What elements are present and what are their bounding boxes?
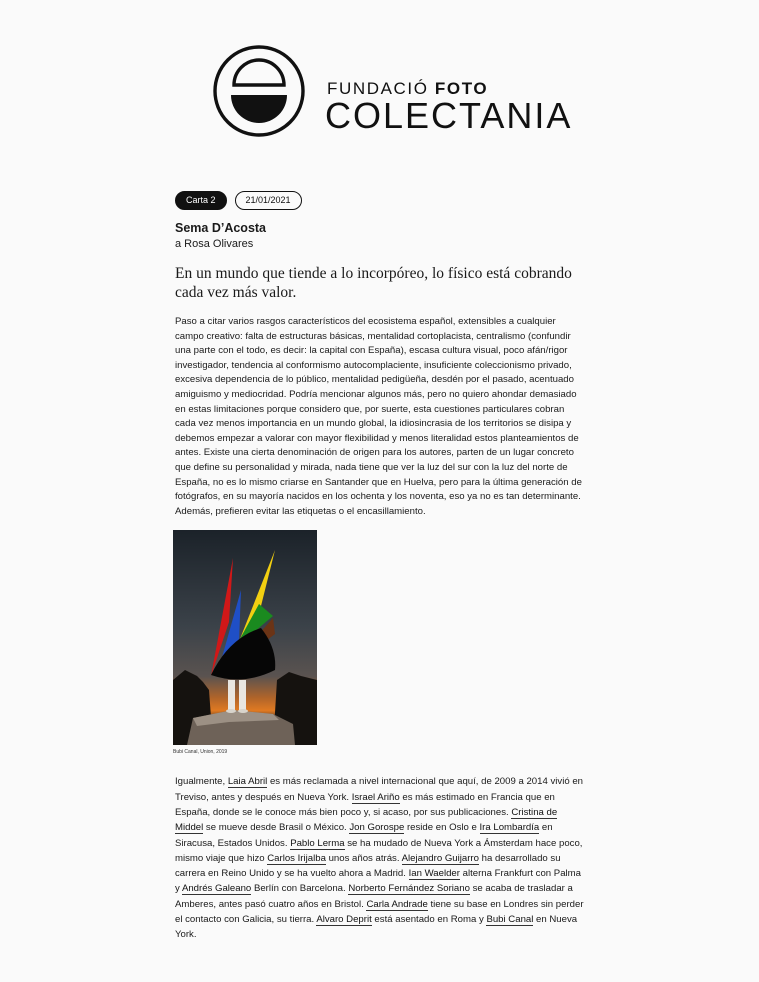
paragraph-text-run: alterna Frankfurt con Palma y xyxy=(175,868,581,895)
photographer-link[interactable]: Carla Andrade xyxy=(366,898,428,910)
author-name: Sema D’Acosta xyxy=(175,221,267,235)
photographer-link[interactable]: Norberto Fernández Soriano xyxy=(348,883,470,895)
foundation-logo[interactable] xyxy=(212,44,573,138)
paragraph-text-run: se acaba de trasladar a Amberes, antes pasó cuatro años en Bristol. xyxy=(175,883,573,910)
paragraph-text-run: unos años atrás. xyxy=(325,852,402,864)
paragraph-text-run: Berlín con Barcelona. xyxy=(251,883,349,895)
paragraph-text-run: se mueve desde Brasil o México. xyxy=(203,822,350,834)
lead-paragraph: En un mundo que tiende a lo incorpóreo, lo físico está cobrando cada vez más valor. xyxy=(175,265,572,301)
artwork-photo xyxy=(173,530,317,745)
photographer-link[interactable]: Laia Abril xyxy=(227,776,268,788)
article-tags xyxy=(175,191,587,210)
paragraph-text-run: es más reclamada a nivel internacional que aquí, de 2009 a 2014 vivió en Treviso, antes y después en Nueva York. xyxy=(175,776,584,803)
article xyxy=(175,191,587,943)
logo-circle-icon xyxy=(212,44,306,138)
letter-number-badge[interactable]: Carta 2 xyxy=(175,191,227,210)
logo-title-line2: COLECTANIA xyxy=(325,95,573,136)
logo-title-line1: FUNDACIÓ FOTO xyxy=(327,79,489,98)
photographer-link[interactable]: Alvaro Deprit xyxy=(316,913,372,925)
paragraph-text-run: Igualmente, xyxy=(175,776,228,788)
photographer-link[interactable]: Carlos Irijalba xyxy=(267,852,326,864)
photographer-link[interactable]: Pablo Lerma xyxy=(290,837,345,849)
paragraph-text-run: tiene su base en Londres sin perder el contacto con Galicia, su tierra. xyxy=(175,898,584,925)
paragraph-text-run: es más estimado en Francia que en España, donde se le conoce más bien poco y, si acaso, por sus publicaciones. xyxy=(175,791,555,818)
body-paragraph-1: Paso a citar varios rasgos característicos del ecosistema español, extensibles a cualquier campo creativo: falta de estructuras básicas, mentalidad cortoplacista, centralismo (confundir una parte con el todo, es decir: la capital con España), escasa cultura visual, poco afán/rigor investigador, tendencia al conformismo autocomplaciente, insuficiente coleccionismo privado, excesiva dependencia de lo público, mentalidad pedigüeña, desdén por el pasado, acentuado amiguismo y mediocridad. Podría mencionar algunos más, pero no quiero ahondar demasiado en estas limitaciones porque considero que, por suerte, esta cuestiones particulares cobran cada vez menos importancia en un mundo global, la idiosincrasia de los territorios se disipa y debemos empezar a valorar con mayor flexibilidad y menos literalidad estos planteamientos de antes. Existe una cierta denominación de origen para los autores, parten de un lugar concreto que define su personalidad y mirada, nada tiene que ver la luz del sur con la luz del norte de España, no es lo mismo criarse en Santander que en Huelva, pero para la última generación de fotógrafos, en su mayoría nacidos en los ochenta y los noventa, eso ya no es tan determinante. Además, prefieren evitar las etiquetas o el encasillamiento. xyxy=(175,316,582,517)
figure xyxy=(173,530,317,755)
body-paragraph-2 xyxy=(175,774,587,942)
paragraph-text-run: ha desarrollado su carrera en Reino Unido y se ha vuelto ahora a Madrid. xyxy=(175,852,561,880)
date-badge: 21/01/2021 xyxy=(235,191,302,210)
photographer-link[interactable]: Ian Waelder xyxy=(408,868,460,880)
photographer-link[interactable]: Bubi Canal xyxy=(486,913,534,925)
paragraph-text-run: en Nueva York. xyxy=(175,913,578,941)
photographer-link[interactable]: Israel Ariño xyxy=(351,791,400,803)
photographer-link[interactable]: Cristina de Middel xyxy=(175,806,558,834)
recipient: a Rosa Olivares xyxy=(175,238,254,250)
paragraph-text-run: reside en Oslo e xyxy=(404,822,480,834)
paragraph-text-run: está asentado en Roma y xyxy=(371,913,487,925)
paragraph-text-run: en Siracusa, Estados Unidos. xyxy=(175,822,553,849)
paragraph-text-run: se ha mudado de Nueva York a Ámsterdam hace poco, mismo viaje que hizo xyxy=(175,837,583,864)
photographer-link[interactable]: Andrés Galeano xyxy=(181,883,252,895)
photographer-link[interactable]: Alejandro Guijarro xyxy=(401,852,479,864)
photographer-link[interactable]: Jon Gorospe xyxy=(349,822,405,834)
photographer-link[interactable]: Ira Lombardía xyxy=(479,822,540,834)
figure-caption: Bubi Canal, Union, 2019 xyxy=(173,749,228,756)
